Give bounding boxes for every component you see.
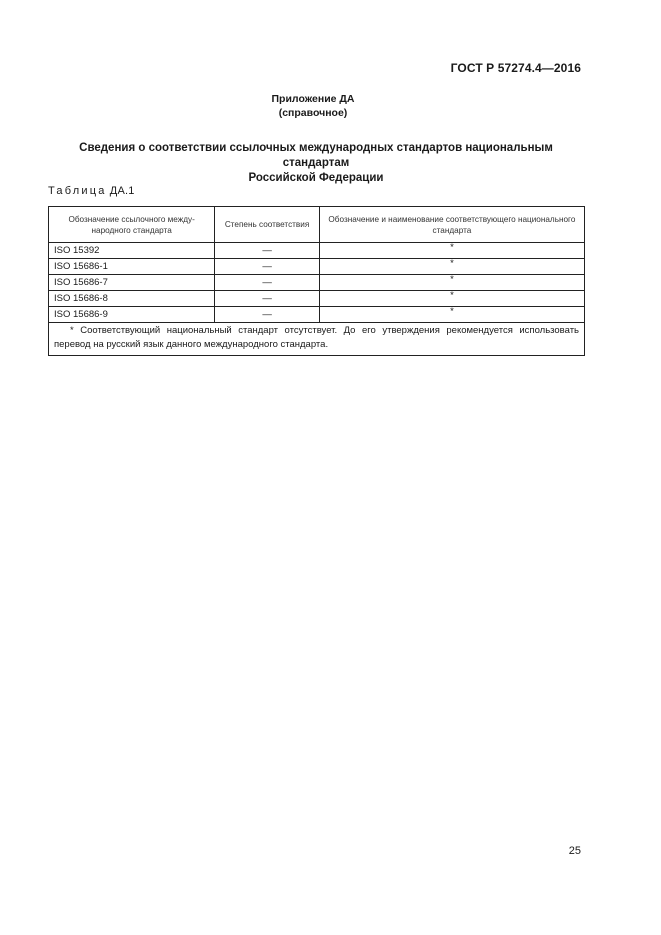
table-row bbox=[49, 291, 585, 307]
column-header-designation: Обозначение ссылочного между-народного стандарта bbox=[49, 207, 215, 243]
section-title-line-2: Российской Федерации bbox=[248, 172, 384, 184]
page-number: 25 bbox=[568, 845, 581, 857]
table-header-row bbox=[49, 207, 585, 243]
cell-designation: ISO 15686-7 bbox=[49, 275, 215, 291]
cell-designation: ISO 15686-9 bbox=[49, 307, 215, 323]
cell-national-standard: * bbox=[319, 307, 584, 323]
column-header-national-standard: Обозначение и наименование соответствующего национального стандарта bbox=[319, 207, 584, 243]
table-footnote-row bbox=[49, 323, 585, 356]
cell-degree: — bbox=[215, 291, 320, 307]
section-title-line-1: Сведения о соответствии ссылочных международных стандартов национальным стандартам bbox=[79, 142, 553, 169]
table-caption-number: ДА.1 bbox=[109, 185, 135, 197]
column-header-degree: Степень соответствия bbox=[215, 207, 320, 243]
cell-national-standard: * bbox=[319, 259, 584, 275]
annex-heading bbox=[0, 92, 626, 120]
annex-subtitle: (справочное) bbox=[278, 107, 348, 119]
cell-national-standard: * bbox=[319, 275, 584, 291]
cell-degree: — bbox=[215, 275, 320, 291]
table-caption-word: Таблица bbox=[48, 185, 107, 197]
cell-degree: — bbox=[215, 307, 320, 323]
table-caption bbox=[48, 185, 135, 197]
table-row bbox=[49, 307, 585, 323]
table-row bbox=[49, 259, 585, 275]
annex-title: Приложение ДА bbox=[271, 93, 355, 105]
cell-designation: ISO 15686-8 bbox=[49, 291, 215, 307]
cell-designation: ISO 15686-1 bbox=[49, 259, 215, 275]
cell-national-standard: * bbox=[319, 291, 584, 307]
cell-national-standard: * bbox=[319, 243, 584, 259]
correspondence-table bbox=[48, 206, 585, 356]
table-row bbox=[49, 275, 585, 291]
table-footnote: * Соответствующий национальный стандарт отсутствует. До его утверждения рекомендуется использовать перевод на русский язык данного международного стандарта. bbox=[49, 323, 585, 356]
cell-degree: — bbox=[215, 259, 320, 275]
standard-code: ГОСТ Р 57274.4—2016 bbox=[450, 61, 581, 75]
table-row bbox=[49, 243, 585, 259]
section-title bbox=[48, 141, 584, 186]
cell-designation: ISO 15392 bbox=[49, 243, 215, 259]
cell-degree: — bbox=[215, 243, 320, 259]
